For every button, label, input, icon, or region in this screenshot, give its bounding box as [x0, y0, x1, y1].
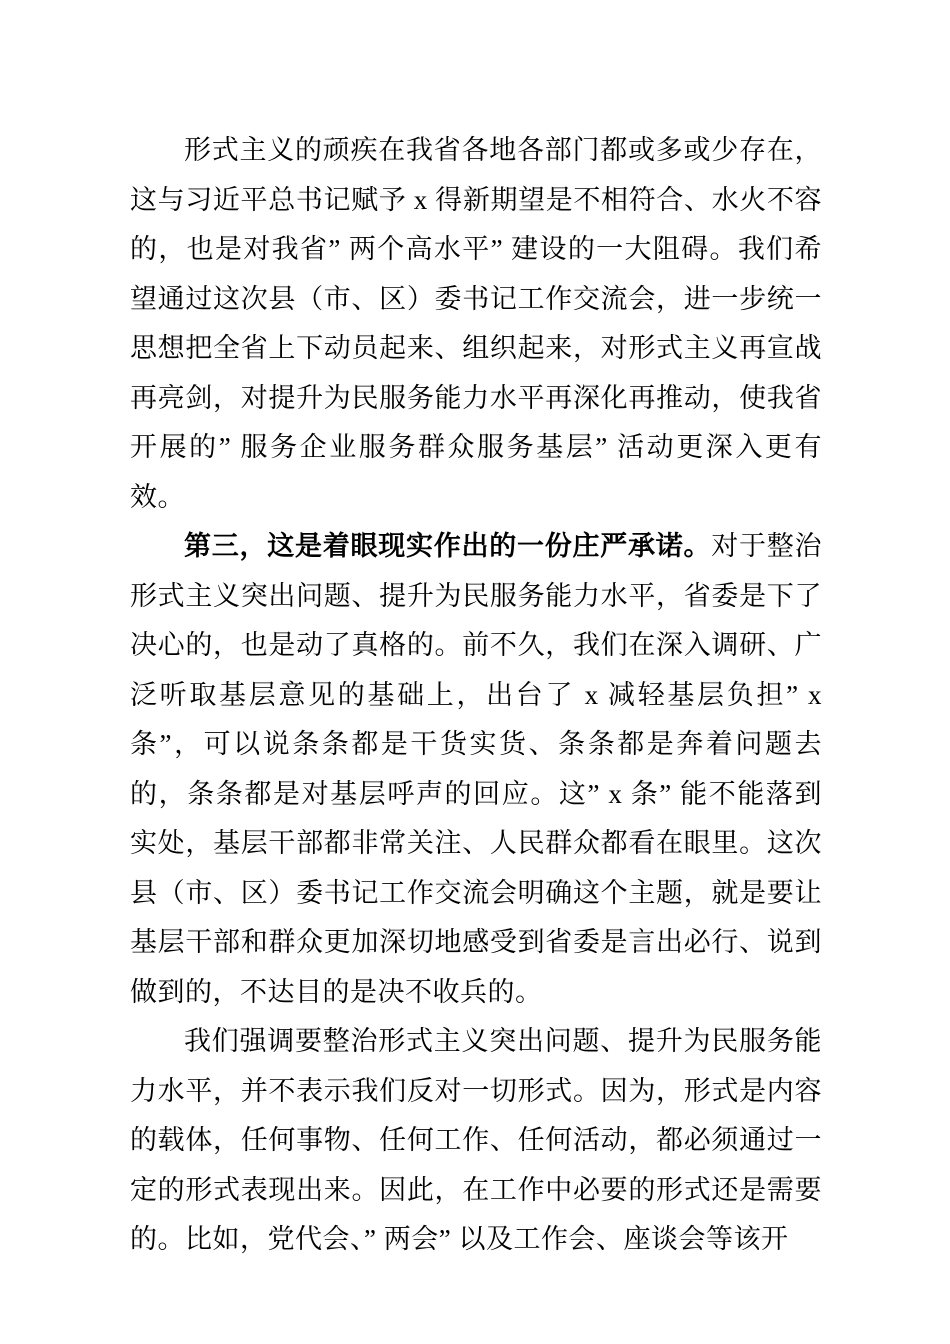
- paragraph: [130, 1017, 822, 1265]
- paragraph-text: 形式主义的顽疾在我省各地各部门都或多或少存在，这与习近平总书记赋予 x 得新期望是不相符合、水火不容的，也是对我省” 两个高水平” 建设的一大阻碍。我们希望通过这次县（市、区）委书记工作交流会，进一步统一思想把全省上下动员起来、组织起来，对形式主义再宣战再亮剑，对提升为民服务能力水平再深化再推动，使我省开展的” 服务企业服务群众服务基层” 活动更深入更有效。: [130, 135, 822, 512]
- paragraph-bold-lead: 第三，这是着眼现实作出的一份庄严承诺。: [184, 531, 712, 561]
- paragraph-text: 对于整治形式主义突出问题、提升为民服务能力水平，省委是下了决心的，也是动了真格的。前不久，我们在深入调研、广泛听取基层意见的基础上，出台了 x 减轻基层负担” x 条”，可以说条条都是干货实货、条条都是奔着问题去的，条条都是对基层呼声的回应。这” x 条” 能不能落到实处，基层干部都非常关注、人民群众都看在眼里。这次县（市、区）委书记工作交流会明确这个主题，就是要让基层干部和群众更加深切地感受到省委是言出必行、说到做到的，不达目的是决不收兵的。: [130, 531, 822, 1007]
- paragraph: [130, 126, 822, 522]
- paragraph-text: 我们强调要整治形式主义突出问题、提升为民服务能力水平，并不表示我们反对一切形式。因为，形式是内容的载体，任何事物、任何工作、任何活动，都必须通过一定的形式表现出来。因此，在工作中必要的形式还是需要的。比如，党代会、” 两会” 以及工作会、座谈会等该开: [130, 1026, 822, 1254]
- paragraph: [130, 522, 822, 1017]
